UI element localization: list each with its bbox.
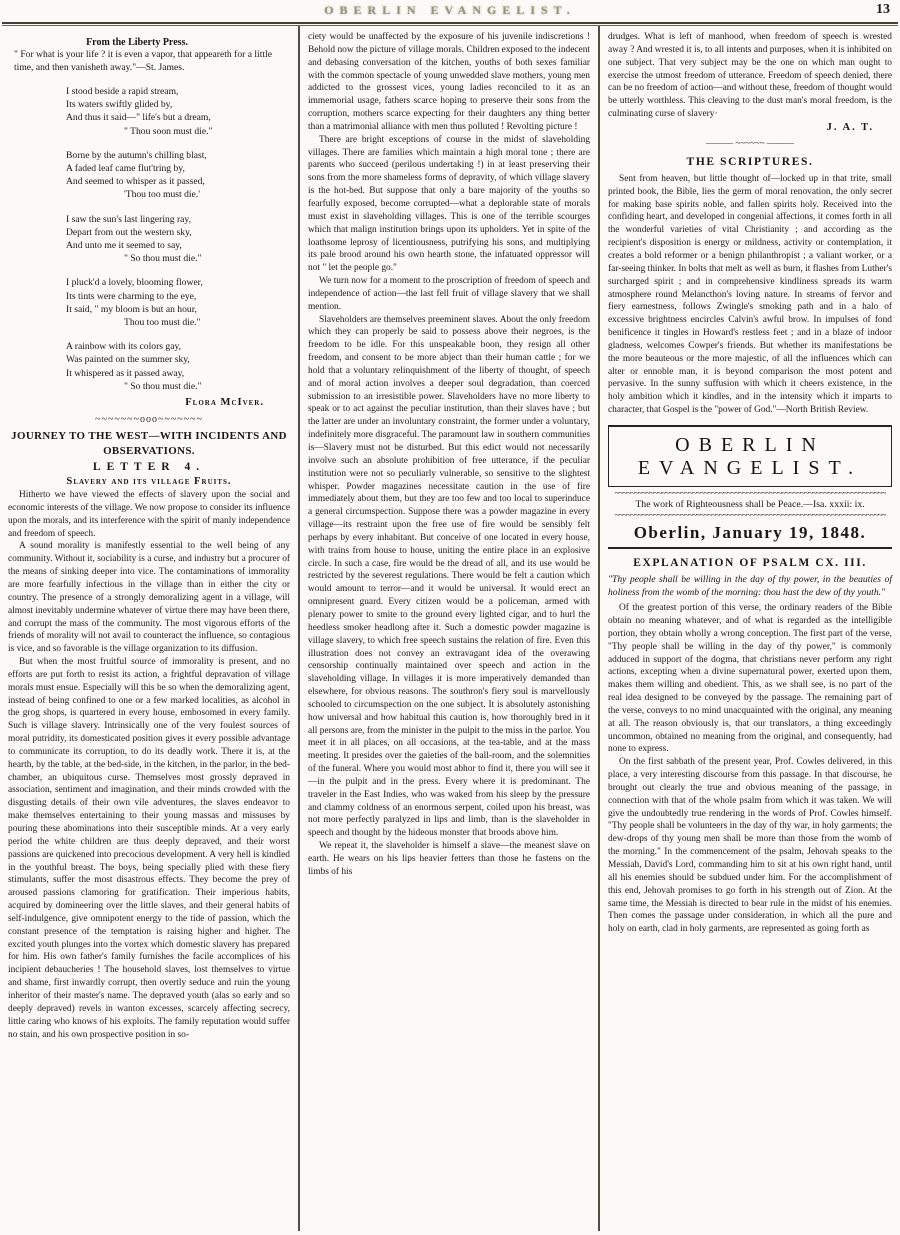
column-2 — [300, 26, 600, 1231]
paragraph: Slaveholders are themselves preeminent slaves. About the only freedom which they can properly be said to possess above their negroes, is the freedom to be idle. For this unspeakable boon, they resign all other freedom, and consent to be more abject than their human cattle ; for we hold that a voluntary relinquishment of the liberty of thought, of speech and of moral action involves a deeper soul degradation, than coerced submission to an irresistible power. Slaveholders have no more liberty to speak or to act against the peculiar institution, than their slaves have ; but the latter are under an involuntary constraint, the former under a voluntary, indefinitely more disgraceful. The paramount law in southern communities is—Slavery must not be disturbed. But this edict would not necessarily involve such an absolute prohibition of free utterance, if the peculiar institution were not so peculiarly vulnerable, so sensitive to the slightest whisper. Powder magazines necessitate caution in the use of fire immediately about them, but they are too few and too local to superinduce a general circumspection. Suppose there was a powder magazine in every village—its restraint upon the free use of fire would be sensibly felt perhaps by every inhabitant. But conceive of one located in every house, with trains from house to house, uniting the entire place in an explosive circle. In such a case, fire would be the dread of all, and its use would be restricted by the severest regulations. There would be felt a caution which would amount to terror—and it would be universal. It would erect an omnipresent guard. Every citizen would be a policeman, armed with plenary power to smite to the ground every lighted cigar, and to hurl the heedless smoker headlong after it. Such a domestic powder magazine is village slavery, to which free speech sustains the relation of fire. Even this illustration does not convey an extravagant idea of the overawing censorship continually maintained over speech and action in the slaveholding village. In villages it is more imperatively demanded than elsewhere, for obvious reasons. The southron's fiery soul is marvellously schooled to circumspection on the one subject. It is absolutely astonishing how universal and how habitual this caution is, how thoroughly bred in it all persons are, from the minister in the pulpit to the miss in the parlor. You meet it in all places, on all occasions, at the tea-table, and at the mass meeting. It presides over the gaieties of the ball-room, and the solemnities of the funeral. Where you would most abhor to find it, there you will see it—in the pulpit and in the press. Every where it is predominant. The traveler in the East Indies, who was waked from his sleep by the pressure and clammy coldness of an enormous serpent, coiled upon his breast, was not more perfectly paralyzed in lips and limb, than is the slaveholder in speech and thought by the hideous monster that broods above him. — [308, 314, 590, 839]
page-number: 13 — [876, 2, 890, 17]
paragraph: We repeat it, the slaveholder is himself a slave—the meanest slave on earth. He wears on his lips heavier fetters than those he fastens on the limbs of his — [308, 841, 590, 877]
wavy-rule: ~~~~~~~~~~~~~~~~~~~~~~~~~~~~~~~~~~~~~~~~~~~~~~~~~~~~~~~~~~~~~~~~~~~~~~ — [614, 511, 886, 518]
poem-epigraph: " For what is your life ? it is even a vapor, that appeareth for a little time, and then vanisheth away."—St. James. — [14, 49, 272, 73]
paragraph: On the first sabbath of the present year, Prof. Cowles delivered, in this place, a very interesting discourse from this passage. In that discourse, he brought out clearly the true and obvious meaning of the passage, in connection with that of the whole psalm from which it was taken. We will give the undoubtedly true rendering in the words of Prof. Cowles himself. "Thy people shall be volunteers in the day of thy war, in holy garments; the dew-drops of thy young men shall be more than those from the womb of the morning." In the commencement of the psalm, Jehovah speaks to the Messiah, David's Lord, commanding him to sit at his own right hand, until all his enemies should be subdued under him. For the accomplishment of this end, Jehovah promises to go forth in his strength out of Zion. At the same time, the Messiah is directed to bear rule in the midst of his enemies. Then comes the passage under consideration, in which all the pure and holy on earth, clad in holy garments, are represented as going forth as — [608, 757, 892, 935]
poem-line: A faded leaf came flut'tring by, — [66, 163, 185, 175]
rule-ornament: ——— ~~~~~~ ——— — [706, 137, 794, 148]
poem-stanza — [66, 85, 290, 138]
poem-block — [8, 31, 290, 408]
poem-line: Depart from out the western sky, — [66, 226, 192, 238]
column-layout — [0, 26, 900, 1231]
poem-line: And thus it said—" life's but a dream, — [66, 112, 211, 124]
masthead-motto: The work of Righteousness shall be Peace.—Isa. xxxii: ix. — [635, 498, 865, 510]
poem-line: A rainbow with its colors gay, — [66, 341, 182, 353]
poem-line: Its tints were charming to the eye, — [66, 290, 197, 302]
paragraph: There are bright exceptions of course in the midst of slaveholding villages. There are families which maintain a high moral tone ; there are parents who succeed (perilous undertaking !) in at least preserving their sons from the more shameless forms of depravity, of which village slavery is the hot-bed. But suppose that only a bare majority of the youths so fearfully exposed, become corrupted—what a deplorable state of morals must exist in slaveholding villages. This is one of the terrible scourges which that malign institution brings upon its upholders. Yet in spite of the loathsome leprosy of licentiousness, putrifying his sons, and multiplying its pale brood around his own hearth stone, the infatuated oppressor will not " let the people go." — [308, 134, 590, 274]
poem-line: " Thou soon must die." — [124, 125, 213, 137]
running-title: OBERLIN EVANGELIST. — [324, 3, 576, 17]
masthead — [608, 425, 892, 549]
author-signature: J. A. T. — [826, 121, 874, 133]
column-3 — [600, 26, 900, 1231]
article-title: JOURNEY TO THE WEST—WITH INCIDENTS AND OBSERVATIONS. — [11, 430, 287, 457]
poem-stanza — [66, 276, 290, 329]
poem-line: Thou too must die." — [124, 317, 201, 329]
poem-line: And unto me it seemed to say, — [66, 240, 182, 252]
paragraph: A sound morality is manifestly essential to the well being of any community. Without it, sociability is a curse, and industry but a procurer of the means of sinking deeper into vice. The contaminations of immorality are more fearfully infectious in the village than in either the city or country. The presence of a strongly demoralizing agent in a village, will almost inevitably undermine whatever of virtue there may have been there, and corrupt the mass of the community. The most vigorous efforts of the friends of morality will not avail to counteract the influence, so contagious is vice, and so favorable is the village organization to its diffusion. — [8, 541, 290, 655]
poem-line: Its waters swiftly glided by, — [66, 99, 173, 111]
poem-line: It whispered as it passed away, — [66, 367, 185, 379]
scriptures-title: THE SCRIPTURES. — [686, 155, 814, 168]
article-subtitle: Slavery and its village Fruits. — [66, 476, 232, 488]
poem-line: And seemed to whisper as it passed, — [66, 176, 205, 188]
poem-line: It said, " my bloom is but an hour, — [66, 303, 197, 315]
poem-line: " So thou must die." — [124, 253, 202, 265]
masthead-banner: OBERLIN EVANGELIST. — [608, 425, 892, 487]
paragraph: Hitherto we have viewed the effects of slavery upon the social and economic interests of the village. We now propose to consider its influence upon the morals, and its interference with the spirit of manly independence and freedom of speech. — [8, 490, 290, 539]
poem-stanza — [66, 149, 290, 202]
psalm-title: EXPLANATION OF PSALM CX. III. — [633, 556, 867, 569]
paragraph: Of the greatest portion of this verse, the ordinary readers of the Bible obtain no meaning whatever, and of what is regarded as the intelligible portion, they obtain wholly a wrong conception. The first part of the verse, "Thy people shall be willing in the day of thy power," is commonly adduced in support of the dogma, that christians never perform any right actions, excepting when a divine supernatural power, exerted upon them, makes them willing and obedient. This, as we shall see, is no part of the real idea designed to be conveyed by the passage. The remaining part of the verse, conveys to no mind unacquainted with the original, any meaning at all. The reason obviously is, that our translators, a thing exceedingly uncommon, obtained no meaning from the original, and consequently, had none to express. — [608, 603, 892, 755]
poem-line: I saw the sun's last lingering ray, — [66, 213, 191, 225]
poem-stanza — [66, 213, 290, 266]
poem-line: " So thou must die." — [124, 380, 202, 392]
section-ornament: ~~~~~~~ooo~~~~~~~ — [95, 414, 203, 426]
running-head — [0, 0, 900, 22]
poem-source: From the Liberty Press. — [86, 37, 188, 48]
masthead-dateline: Oberlin, January 19, 1848. — [608, 518, 892, 549]
poem-line: I stood beside a rapid stream, — [66, 86, 179, 97]
column-1 — [0, 26, 300, 1231]
poem-line: I pluck'd a lovely, blooming flower, — [66, 277, 203, 289]
paragraph: drudges. What is left of manhood, when freedom of speech is wrested away ? And wrested it is, to all intents and purposes, when it is inhibited on one subject. That very subject may be the one on which man ought to exercise the utmost freedom of utterance. Freedom of speech denied, there can be no freedom of action—and without these, freedom of thought would be utterly worthless. This cleaving to the dust man's moral freedom, is the culminating curse of slavery· — [608, 32, 892, 120]
poem-stanza — [66, 340, 290, 393]
poem-line: Borne by the autumn's chilling blast, — [66, 149, 207, 161]
article-letter-number: LETTER 4. — [92, 461, 206, 474]
poem-signature: Flora McIver. — [185, 397, 264, 409]
paragraph: ciety would be unaffected by the exposure of his juvenile indiscretions ! Behold now the picture of village morals. Children exposed to the indecent and debasing conversation of the kitchen, youths of both sexes familiar with the common spectacle of young unwedded slave mothers, young men addicted to the grossest vices, young ladies reconciled to it as an immemorial usage, fathers scarce hoping to preserve their sons from the corruption, mothers scarce expecting for their daughters any thing better than a matrimonial alliance with men thus polluted ! Revolting picture ! — [308, 32, 590, 132]
paragraph: But when the most fruitful source of immorality is present, and no efforts are put forth to resist its action, a frightful depravation of village morals must ensue. Especially will this be so when the demoralizing agent, instead of being confined to one or a few marked localities, as alcohol in the grog shops, is quartered in every house, embosomed in every family. Such is village slavery. Intrinsically one of the very foulest sources of moral putridity, its domesticated position gives it every possible advantage to communicate its corruption, to do its deadly work. There it is, at the hearth, by the table, at the bed-side, in the kitchen, in the parlor, in the bed-chamber, an ubiquitous curse. Themselves most grossly depraved in association, sentiment and imagination, and their minds crowded with the disgusting details of their own vile adventures, the slaves endeavor to make themselves entertaining to their young massas and missuses by pouring these abominations into their susceptible minds. At a very early period the white children are thus deeply depraved, and their worst passions are quickened into precocious development. A very hell is kindled in the youthful breast. The boys, being specially plied with these fiery stimulants, suffer the most disastrous effects. They become the prey of aroused passions clamoring for gratification. Their imperious habits, acquired by domineering over the little slaves, and their general habits of self-indulgence, give omnipotent energy to the tide of passion, which the constant presence of the temptation is raising higher and higher. The excited youth plunges into the vortex which domestic slavery has prepared for him. His own father's family furnishes the facile accomplices of his incipient debaucheries ! The household slaves, lost themselves to virtue and shame, first inwardly corrupt, then overtly seduce and ruin the young inheritor of their master's name. The depraved youth (alas so early and so deeply depraved) revels in wanton excesses, scarcely affecting secrecy, little caring who knows of his exploits. The family reputation would suffer no stain, and his own prospective position in so- — [8, 657, 290, 1040]
paragraph: Sent from heaven, but little thought of—locked up in that trite, small printed book, the Bible, lies the germ of moral renovation, the only secret for making base spirits noble, and fallen spirits holy. Received into the confiding heart, and developed in congenial affections, it comes forth in all the wonderful varieties of vital Christianity ; and according as the recipient's disposition is energy or mildness, activity or contemplation, it creates a bold reformer or a benign philanthropist ; a valiant worker, or a far-seeing thinker. In bolts that melt as well as burn, it flashes from Luther's surcharged spirit ; and in comprehensive kindliness spreads its warm atmosphere round Melancthon's loving nature. In streams of fervor and fiery earnestness, follows Zwingle's smoking path and in a halo of excessive brightness encircles Calvin's awful brow. In impulses of fond benificence it tingles in Howard's restless feet ; and in a blaze of indoor gladness, welcomes Cowper's friends. But whether its manifestations be the more beauteous or the more majestic, of all the influences which can alter or ennoble man, it is beyond comparison the most potent and pervasive. In the sunny suffusion with which it cheers existence, in the holy ambition which it kindles, and in the intensity which it imparts to character, that Gospel is the "power of God."—North British Review. — [608, 173, 892, 416]
wavy-rule: ~~~~~~~~~~~~~~~~~~~~~~~~~~~~~~~~~~~~~~~~~~~~~~~~~~~~~~~~~~~~~~~~~~~~~~ — [614, 489, 886, 496]
paragraph: We turn now for a moment to the proscription of freedom of speech and independence of action—the last fell fruit of village slavery that we shall mention. — [308, 276, 590, 312]
poem-line: Was painted on the summer sky, — [66, 354, 190, 366]
psalm-epigraph: "Thy people shall be willing in the day of thy power, in the beauties of holiness from the womb of the morning: thou hast the dew of thy youth." — [608, 573, 892, 598]
poem-line: 'Thou too must die.' — [124, 189, 200, 201]
